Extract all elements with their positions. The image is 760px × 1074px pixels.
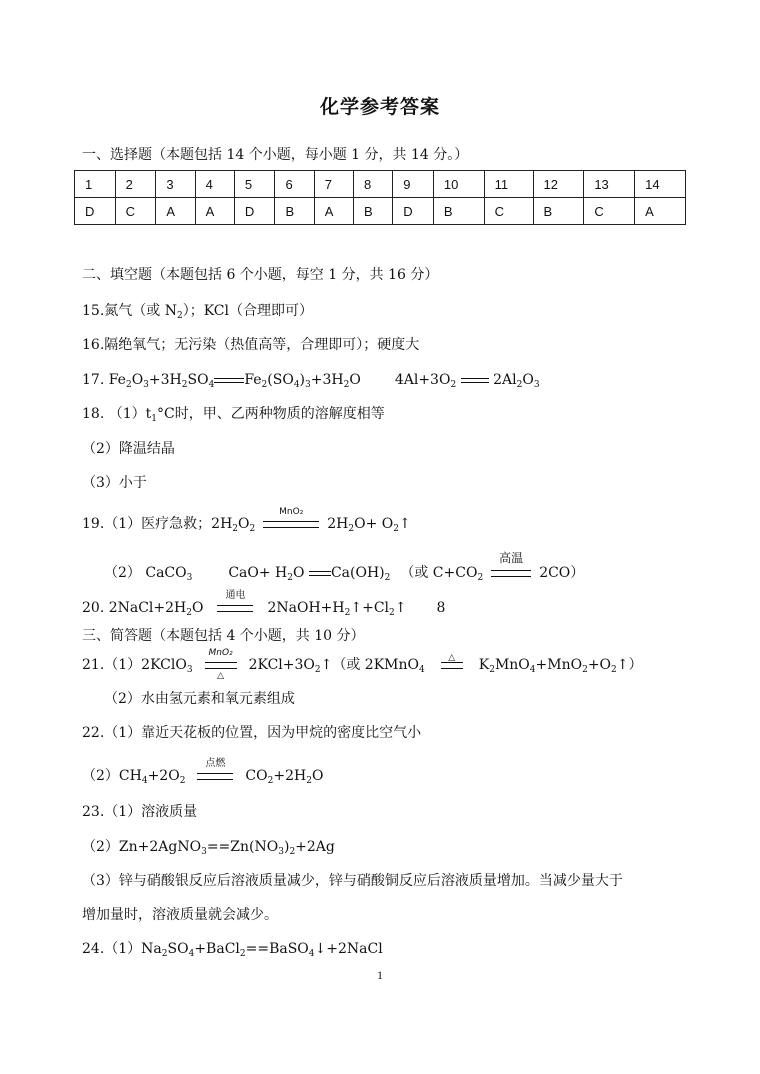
question-number-cell: 12 (533, 171, 584, 198)
question-number-cell: 5 (234, 171, 275, 198)
q18-part1: 18. $(1)t_1^\circ C$时，甲、乙两种物质的溶解度相等 (82, 406, 385, 424)
answer-cell: B (353, 198, 392, 225)
q24-part1: $24.(1)Na_2SO_4+BaCl_2==BaSO_4↓+2NaCl$ (82, 941, 383, 959)
question-number-cell: 9 (393, 171, 434, 198)
q17-answer: 17. $Fe_2O_3+3H_2SO_4$ $Fe_2(SO_4)_3+3H_2O$ $4Al+3O_2$ $2Al_2O_3$ (82, 372, 540, 390)
q18-part3: （3）小于 (82, 475, 147, 491)
answer-table (74, 170, 686, 225)
q18-part2: （2）降温结晶 (82, 441, 175, 457)
answer-cell: D (75, 198, 116, 225)
question-number-cell: 6 (275, 171, 314, 198)
q15-answer: 15.氮气（或 $N_2$）；KCl（合理即可） (82, 303, 313, 321)
question-number-cell: 8 (353, 171, 392, 198)
question-number-cell: 7 (314, 171, 353, 198)
q19-part2: （2） CaCO$_3$ $CaO+ H_2O$ $Ca(OH)_2$ （或 $C+CO_2$ 高温 2CO） (104, 551, 585, 583)
q22-part2: $(2)CH_4+2O_2$ 点燃 $CO_2+2H_2O$ (82, 758, 324, 786)
answer-cell: B (275, 198, 314, 225)
question-number-cell: 4 (195, 171, 234, 198)
page-title: 化学参考答案 (319, 96, 440, 118)
q20-answer: 20. $2NaCl+2H_2O$ 通电 $2NaOH+H_2↑+Cl_2↑$ 8 (82, 590, 446, 618)
question-number-cell: 2 (115, 171, 156, 198)
answer-cell: A (156, 198, 195, 225)
q21-part1: 21.（1）2KClO$_3$ MnO₂ △ $2KCl+3O_2↑$（或 2KMnO$_4$ △ $K_2MnO_4+MnO_2+O_2↑$） (82, 648, 643, 681)
question-number-cell: 13 (584, 171, 635, 198)
answer-row (75, 198, 686, 225)
q23-part3-line1: （3）锌与硝酸银反应后溶液质量减少，锌与硝酸铜反应后溶液质量增加。当减少量大于 (82, 873, 623, 889)
answer-cell: D (234, 198, 275, 225)
page-number: 1 (377, 968, 383, 982)
q21-part2: （2）水由氢元素和氧元素组成 (104, 691, 295, 707)
answer-cell: C (584, 198, 635, 225)
question-number-cell: 14 (635, 171, 686, 198)
question-number-cell: 3 (156, 171, 195, 198)
answer-cell: A (314, 198, 353, 225)
answer-cell: C (115, 198, 156, 225)
q22-part1: 22.（1）靠近天花板的位置，因为甲烷的密度比空气小 (82, 725, 422, 741)
section2-heading: 二、填空题（本题包括 6 个小题，每空 1 分，共 16 分） (82, 267, 439, 283)
question-number-cell: 11 (484, 171, 533, 198)
answer-cell: D (393, 198, 434, 225)
q23-part1: 23.（1）溶液质量 (82, 804, 198, 820)
answer-cell: B (533, 198, 584, 225)
q19-part1: 19.（1）医疗急救；$2H_2O_2$ MnO₂ $2H_2O+$ $O_2↑$ (82, 507, 411, 534)
q23-part2: $(2)Zn+2AgNO_3==Zn(NO_3)_2+2Ag$ (82, 839, 335, 857)
question-number-cell: 10 (433, 171, 484, 198)
q16-answer: 16.隔绝氧气；无污染（热值高等，合理即可）；硬度大 (82, 337, 420, 353)
q23-part3-line2: 增加量时，溶液质量就会减少。 (82, 907, 278, 923)
answer-cell: A (195, 198, 234, 225)
section1-heading: 一、选择题（本题包括 14 个小题，每小题 1 分，共 14 分。） (82, 147, 469, 163)
section3-heading: 三、简答题（本题包括 4 个小题，共 10 分） (82, 628, 365, 644)
question-number-row (75, 171, 686, 198)
question-number-cell: 1 (75, 171, 116, 198)
answer-cell: C (484, 198, 533, 225)
answer-cell: B (433, 198, 484, 225)
answer-cell: A (635, 198, 686, 225)
